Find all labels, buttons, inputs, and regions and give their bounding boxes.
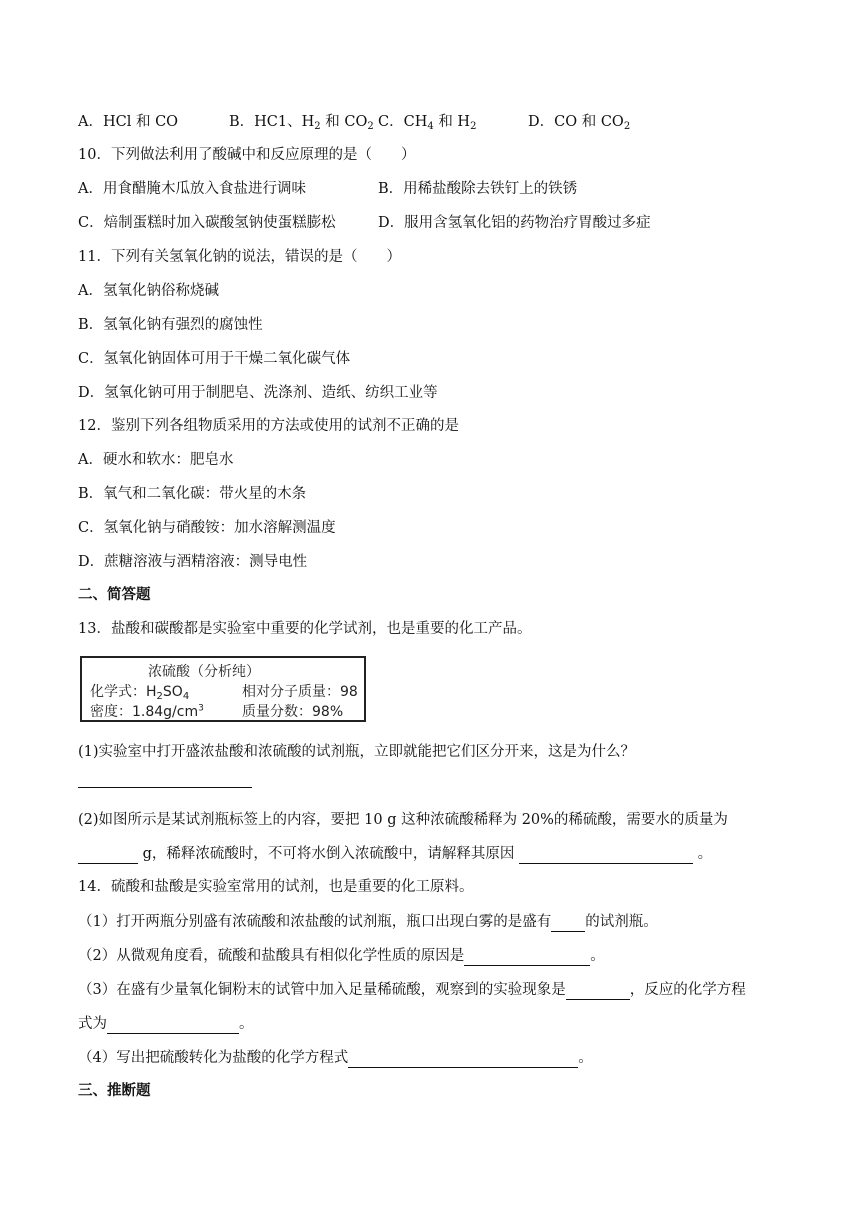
q9-option-c: C．$CH_4$ 和 $H_2$ <box>378 114 477 132</box>
q10-option-a: A．用食醋腌木瓜放入食盐进行调味 <box>78 181 306 197</box>
q11-option-c: C．氢氧化钠固体可用于干燥二氧化碳气体 <box>78 351 351 367</box>
label-molecular-mass: 相对分子质量：98 <box>242 684 358 700</box>
q12-option-a: A．硬水和软水：肥皂水 <box>78 452 234 468</box>
answer-blank[interactable] <box>78 772 252 788</box>
q11-option-b: B．氢氧化钠有强烈的腐蚀性 <box>78 317 263 333</box>
q14-part2: （2）从微观角度看，硫酸和盐酸具有相似化学性质的原因是 。 <box>78 948 605 964</box>
section-heading-inference: 三、推断题 <box>78 1083 151 1099</box>
q12-option-c: C．氢氧化钠与硝酸铵：加水溶解测温度 <box>78 520 336 536</box>
q12-option-d: D．蔗糖溶液与酒精溶液：测导电性 <box>78 554 308 570</box>
answer-blank-water-mass[interactable] <box>78 848 138 864</box>
q11-stem: 11．下列有关氢氧化钠的说法，错误的是（ ） <box>78 249 401 265</box>
q13-part1: (1)实验室中打开盛浓盐酸和浓硫酸的试剂瓶，立即就能把它们区分开来，这是为什么？ <box>78 744 636 760</box>
q9-option-a: A．HCl 和 CO <box>78 114 179 130</box>
q10-option-c: C．焙制蛋糕时加入碳酸氢钠使蛋糕膨松 <box>78 215 336 231</box>
q10-option-b: B．用稀盐酸除去铁钉上的铁锈 <box>378 181 578 197</box>
q13-part2-line1: (2)如图所示是某试剂瓶标签上的内容，要把 10 g 这种浓硫酸稀释为 20%的稀硫酸，需要水的质量为 <box>78 812 728 828</box>
q9-option-b: B．HC1、$H_2$ 和 $CO_2$ <box>229 114 374 132</box>
q14-part3-line1: （3）在盛有少量氧化铜粉末的试管中加入足量稀硫酸，观察到的实验现象是 ，反应的化学方程 <box>78 982 746 998</box>
label-density: 密度：$1.84g/cm^3$ <box>90 703 204 720</box>
q14-part1: （1）打开两瓶分别盛有浓硫酸和浓盐酸的试剂瓶，瓶口出现白雾的是盛有 的试剂瓶。 <box>78 914 658 930</box>
answer-blank[interactable] <box>464 950 590 966</box>
reagent-bottle-label <box>80 656 366 722</box>
q10-stem: 10．下列做法利用了酸碱中和反应原理的是（ ） <box>78 147 416 163</box>
q12-option-b: B．氧气和二氧化碳：带火星的木条 <box>78 486 307 502</box>
q12-stem: 12．鉴别下列各组物质采用的方法或使用的试剂不正确的是 <box>78 418 459 434</box>
q13-stem: 13．盐酸和碳酸都是实验室中重要的化学试剂，也是重要的化工产品。 <box>78 621 532 637</box>
q13-part2-line2: g，稀释浓硫酸时，不可将水倒入浓硫酸中，请解释其原因 。 <box>78 844 712 864</box>
answer-blank[interactable] <box>107 1018 239 1034</box>
q13-part1-answer <box>78 768 252 788</box>
answer-blank[interactable] <box>551 916 585 932</box>
q14-stem: 14．硫酸和盐酸是实验室常用的试剂，也是重要的化工原料。 <box>78 879 474 895</box>
q11-option-d: D．氢氧化钠可用于制肥皂、洗涤剂、造纸、纺织工业等 <box>78 385 438 401</box>
answer-blank-reason[interactable] <box>519 848 693 864</box>
section-heading-short-answer: 二、简答题 <box>78 587 151 603</box>
label-title: 浓硫酸（分析纯） <box>148 664 260 680</box>
label-mass-fraction: 质量分数：98% <box>242 704 344 720</box>
q11-option-a: A．氢氧化钠俗称烧碱 <box>78 283 219 299</box>
q14-part4: （4）写出把硫酸转化为盐酸的化学方程式 。 <box>78 1050 593 1066</box>
q10-option-d: D．服用含氢氧化铝的药物治疗胃酸过多症 <box>378 215 651 231</box>
answer-blank[interactable] <box>566 984 630 1000</box>
label-formula: 化学式：$H_2SO_4$ <box>90 684 190 702</box>
q9-option-d: D．CO 和 $CO_2$ <box>528 114 631 132</box>
answer-blank[interactable] <box>348 1052 578 1068</box>
q14-part3-line2: 式为 。 <box>78 1016 254 1032</box>
